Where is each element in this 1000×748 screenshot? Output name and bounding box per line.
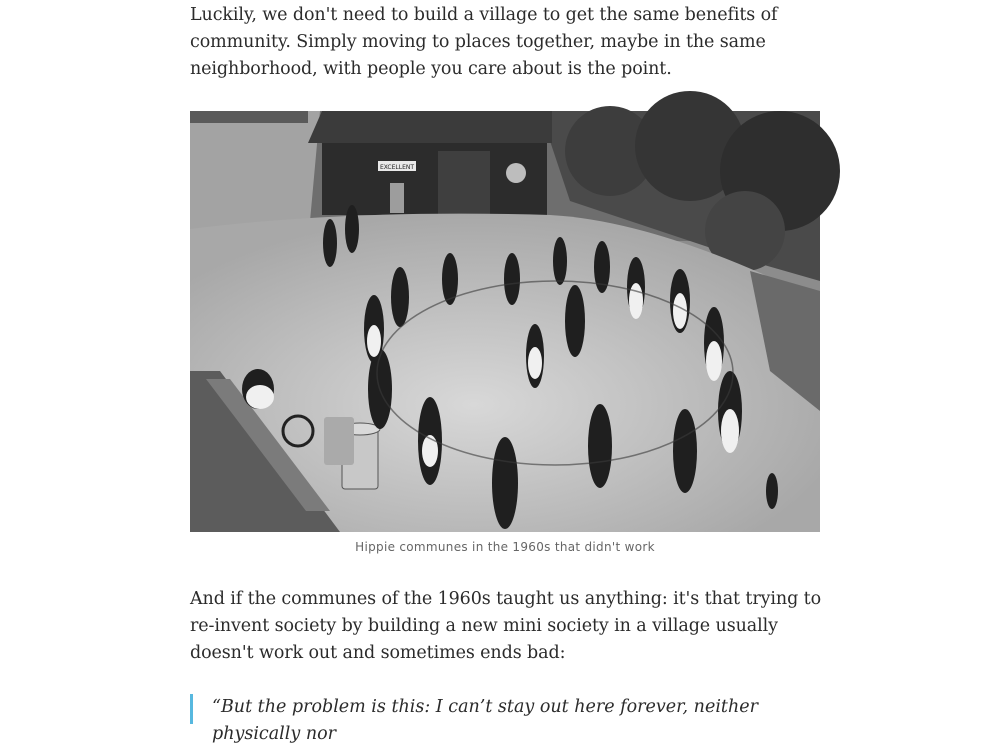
second-paragraph-text: And if the communes of the 1960s taught us anything: it's that trying to re-invent society by building a new mini society in a village usually doesn't work out	[190, 589, 822, 663]
barn-sign-text: EXCELLENT	[379, 164, 415, 171]
article-figure	[190, 111, 820, 554]
quote-text: “But the problem is this: I can’t stay out here forever, neither physically nor	[212, 697, 758, 744]
second-paragraph	[190, 586, 830, 667]
second-paragraph-end: :	[559, 643, 566, 663]
pull-quote	[190, 694, 842, 744]
sometimes-ends-bad-link[interactable]: and sometimes ends bad	[342, 643, 560, 663]
intro-paragraph: Luckily, we don't need to build a village to get the same benefits of community. Simply moving to places together, maybe in the same neighborhood, with people you care about is the point.	[190, 5, 778, 79]
commune-photo	[190, 111, 820, 532]
figure-caption: Hippie communes in the 1960s that didn't work	[355, 540, 655, 554]
